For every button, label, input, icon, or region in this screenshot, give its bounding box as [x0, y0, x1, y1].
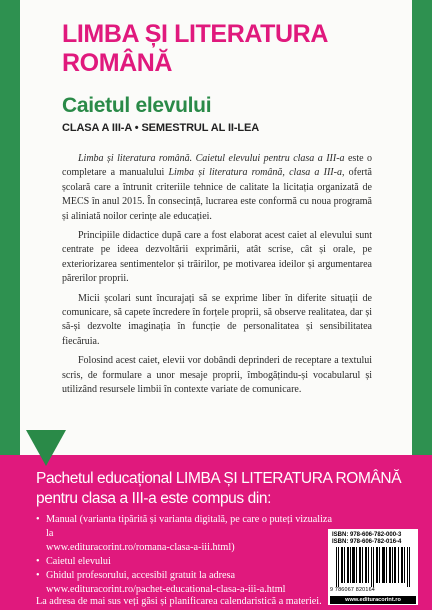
list-item-url[interactable]: www.edituracorint.ro/pachet-educational-clasa-a-iii-a.html: [46, 584, 286, 595]
paragraph-3: Micii școlari sunt încurajați să se exprime liber în diferite situații de comunicare, să capete încredere în forțele proprii, să observe realitatea, dar și să-și dezvolte imaginația în funcție de personalitatea și sensibilitatea fiecăruia.: [62, 292, 372, 347]
book-subtitle: Caietul elevului: [62, 94, 212, 117]
isbn-1: ISBN: 978-606-782-000-3: [332, 532, 402, 538]
paragraph-4: Folosind acest caiet, elevii vor dobândi deprinderi de receptare a textului scris, de formulare a unor mesaje proprii, îmbogățindu-și vocabularul și utilizând resursele limbii în contexte variate de comunicare.: [62, 355, 372, 396]
paragraph-2: Principiile didactice după care a fost elaborat acest caiet al elevului sunt centrate pe ideea dezvoltării exprimării, atât scrise, cât și orale, pe exteriorizarea sentimentelor și trăirilor, pe motivarea ideilor și argumentarea părerilor proprii.: [62, 230, 372, 285]
book-title: [62, 20, 422, 78]
description-text: [62, 152, 372, 403]
list-item-text: Manual (varianta tipărită și varianta digitală, pe care o puteți vizualiza la: [46, 514, 332, 539]
barcode-digits: 9 786067 820164: [330, 587, 375, 593]
list-item: [36, 555, 336, 569]
package-heading: [36, 469, 406, 509]
p1-rest: , ofertă școlară care a întrunit criteriile tehnice de calitate la licitația organizată de MECS în anul 2015. În consecință, lucrarea este conformă cu noua programă și aliniată noilor cerințe ale educației.: [62, 167, 372, 222]
class-semester: CLASA A III-A • SEMESTRUL AL II-LEA: [62, 122, 260, 134]
title-line-2: ROMÂNĂ: [62, 49, 173, 77]
isbn-block: [328, 529, 418, 605]
bullet: •: [36, 570, 40, 581]
bullet: •: [36, 556, 40, 567]
paragraph-1: [62, 152, 372, 224]
p1-italic-2: Limba și literatura română, clasa a III-a: [168, 167, 342, 179]
package-heading-line-1: Pachetul educațional LIMBA ȘI LITERATURA ROMÂNĂ: [36, 470, 402, 487]
triangle-decoration: [26, 430, 66, 466]
list-item-text: Caietul elevului: [46, 556, 111, 567]
package-list: [36, 513, 336, 597]
list-item-text: Ghidul profesorului, accesibil gratuit la adresa: [46, 570, 235, 581]
bullet: •: [36, 514, 40, 525]
list-item-url[interactable]: www.edituracorint.ro/romana-clasa-a-iii.html): [46, 542, 235, 553]
list-item: [36, 513, 336, 555]
p1-mid: este o completare a manualului: [62, 153, 372, 179]
barcode-icon: [334, 547, 412, 587]
p1-italic: Limba și literatura română. Caietul elevului pentru clasa a III-a: [78, 153, 345, 164]
package-heading-line-2: pentru clasa a III-a este compus din:: [36, 490, 272, 507]
list-item: [36, 569, 336, 597]
package-footer: La adresa de mai sus veți găsi și planificarea calendaristică a materiei.: [36, 596, 322, 607]
isbn-2: ISBN: 978-606-782-016-4: [332, 539, 402, 545]
publisher-site[interactable]: www.edituracorint.ro: [330, 596, 416, 604]
title-line-1: LIMBA ȘI LITERATURA: [62, 20, 328, 48]
